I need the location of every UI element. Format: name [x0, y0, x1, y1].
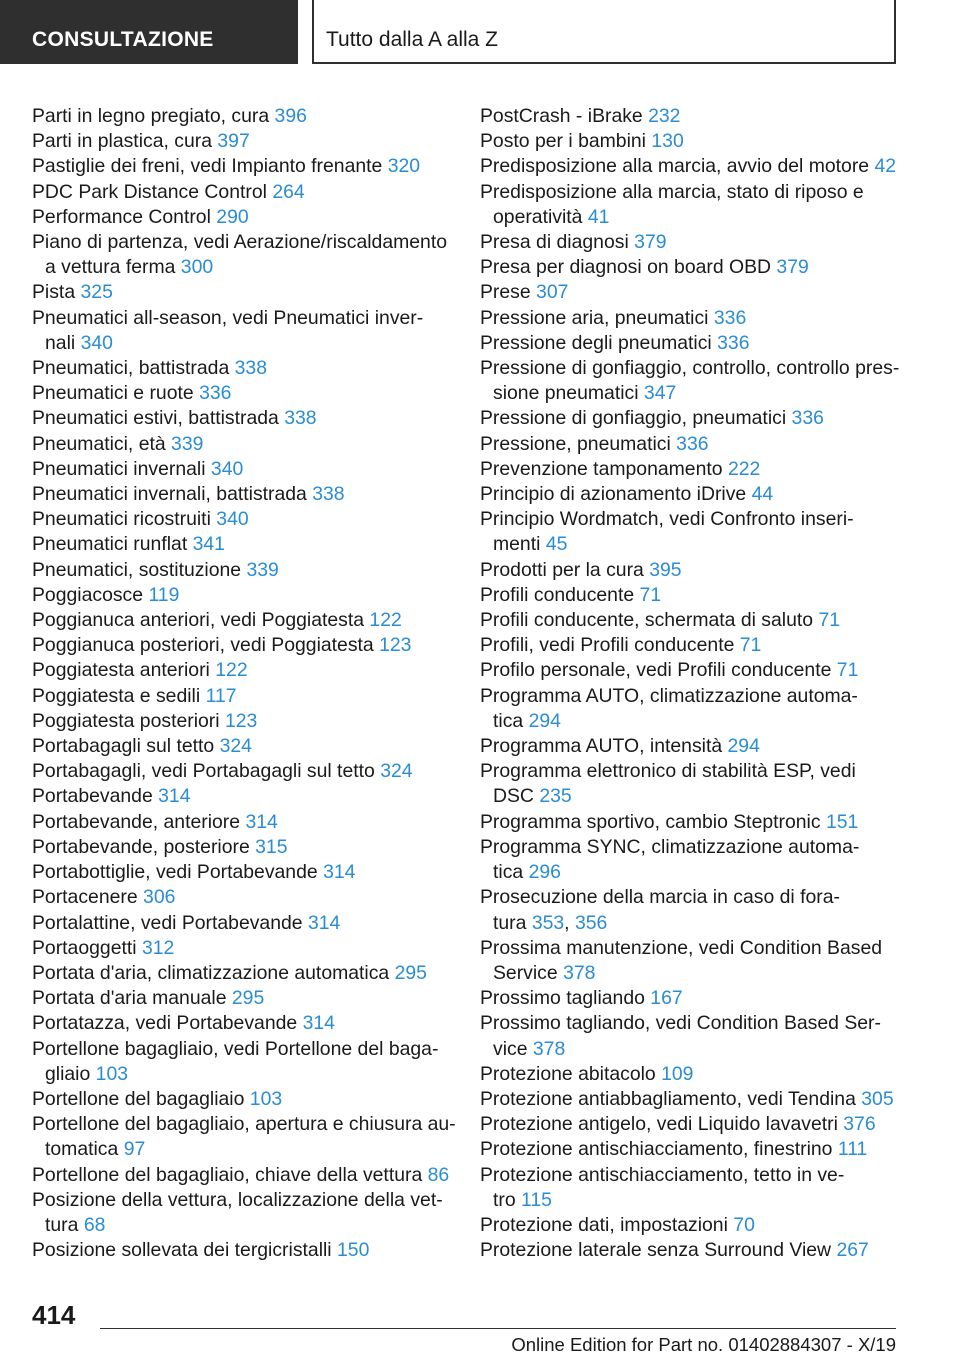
page-link[interactable]: 306	[143, 886, 176, 909]
entry-text: Prodotti per la cura	[480, 558, 644, 581]
index-entry	[480, 1213, 900, 1238]
page-link[interactable]: 71	[639, 583, 662, 606]
entry-text: Predisposizione alla marcia, stato di riposo e	[480, 180, 864, 203]
entry-text: Portabevande, posteriore	[32, 835, 250, 858]
entry-text: Portata d'aria, climatizzazione automatica	[32, 961, 390, 984]
page-link[interactable]: 44	[751, 483, 774, 506]
index-entry	[480, 608, 900, 633]
index-entry	[32, 911, 452, 936]
index-entry	[32, 1238, 452, 1263]
index-entry	[480, 1087, 900, 1112]
entry-text: Protezione antischiacciamento, finestrino	[480, 1138, 833, 1161]
page-link[interactable]: 341	[192, 533, 225, 556]
entry-text: tro	[493, 1188, 516, 1211]
page-link[interactable]: 338	[234, 357, 267, 380]
chapter-title: Tutto dalla A alla Z	[326, 28, 498, 51]
index-entry	[32, 1163, 452, 1188]
entry-text: Prossimo tagliando, vedi Condition Based Ser-	[480, 1012, 881, 1035]
page-link[interactable]: 296	[528, 861, 561, 884]
entry-text: Poggianuca anteriori, vedi Poggiatesta	[32, 609, 365, 632]
page-link[interactable]: 336	[713, 306, 747, 329]
entry-text: vice	[493, 1037, 528, 1060]
entry-text: Prossimo tagliando	[480, 987, 645, 1010]
entry-text: DSC	[493, 785, 534, 808]
entry-text: Portellone del bagagliaio	[32, 1087, 245, 1110]
page-link[interactable]: 324	[380, 760, 413, 783]
page-link[interactable]: 396	[274, 105, 307, 127]
entry-text: Pneumatici all-season, vedi Pneumatici inver-	[32, 306, 424, 329]
chapter-header	[312, 0, 896, 64]
page-link[interactable]: 267	[836, 1239, 869, 1262]
index-entry	[32, 230, 452, 280]
index-entry	[32, 633, 452, 658]
index-entry	[32, 129, 452, 154]
index-entry	[480, 759, 900, 809]
index-entry	[32, 961, 452, 986]
index-entry	[32, 684, 452, 709]
index-entry	[480, 306, 900, 331]
entry-text: Programma AUTO, intensità	[480, 735, 723, 758]
entry-text: Portalattine, vedi Portabevande	[32, 911, 303, 934]
index-entry	[32, 885, 452, 910]
page-link[interactable]: 97	[123, 1138, 146, 1161]
entry-text: Pneumatici, età	[32, 432, 166, 455]
page-link[interactable]: 378	[563, 961, 596, 984]
page-link[interactable]: 347	[643, 382, 677, 405]
index-entry	[32, 205, 452, 230]
page-link[interactable]: 103	[249, 1087, 283, 1110]
entry-text: Portacenere	[32, 886, 138, 909]
index-entry	[32, 1037, 452, 1087]
entry-text: Pneumatici estivi, battistrada	[32, 407, 279, 430]
entry-text: Pneumatici e ruote	[32, 382, 194, 405]
entry-text: Protezione abitacolo	[480, 1062, 656, 1085]
index-column-right	[480, 104, 900, 1263]
index-entry	[480, 810, 900, 835]
entry-text: Principio di azionamento iDrive	[480, 483, 747, 506]
page-link[interactable]: 115	[521, 1188, 552, 1211]
index-entry	[480, 280, 900, 305]
page-link[interactable]: 339	[171, 432, 204, 455]
page-link[interactable]: 314	[302, 1012, 335, 1035]
index-entry	[32, 532, 452, 557]
entry-text: sione pneumatici	[493, 382, 639, 405]
entry-text: PostCrash - iBrake	[480, 105, 643, 127]
index-entry	[32, 381, 452, 406]
index-entry	[32, 482, 452, 507]
entry-text: tomatica	[45, 1138, 119, 1161]
entry-text: Protezione antiabbagliamento, vedi Tendina	[480, 1087, 856, 1110]
page-link[interactable]: 356	[574, 911, 608, 934]
index-entry	[32, 180, 452, 205]
index-entry	[32, 154, 452, 179]
entry-text: Poggiatesta posteriori	[32, 709, 220, 732]
entry-text: Profili, vedi Profili conducente	[480, 634, 735, 657]
page-link[interactable]: 122	[369, 609, 402, 632]
entry-text: a vettura ferma	[45, 256, 176, 279]
entry-text: Portabagagli sul tetto	[32, 735, 215, 758]
page-link[interactable]: 307	[536, 281, 569, 304]
section-title: CONSULTAZIONE	[32, 28, 214, 51]
entry-text: Poggiacosce	[32, 583, 144, 606]
entry-text: menti	[493, 533, 541, 556]
entry-text: tura	[45, 1213, 79, 1236]
page-link[interactable]: 117	[205, 684, 237, 707]
index-entry	[32, 1011, 452, 1036]
entry-text: Predisposizione alla marcia, avvio del motore	[480, 155, 870, 178]
footer-divider	[100, 1328, 896, 1329]
index-entry	[32, 306, 452, 356]
index-entry	[480, 154, 900, 179]
entry-text: Protezione dati, impostazioni	[480, 1213, 728, 1236]
index-column-left	[32, 104, 456, 1263]
entry-text: Piano di partenza, vedi Aerazione/riscaldamento	[32, 231, 447, 254]
entry-text: Portaoggetti	[32, 936, 137, 959]
index-entry	[480, 734, 900, 759]
index-entry	[32, 507, 452, 532]
page-link[interactable]: 151	[825, 810, 859, 833]
page-link[interactable]: 338	[284, 407, 317, 430]
index-entry	[480, 1062, 900, 1087]
entry-text: Poggiatesta e sedili	[32, 684, 201, 707]
entry-text: PDC Park Distance Control	[32, 180, 267, 203]
page-link[interactable]: 122	[215, 659, 248, 682]
page-link[interactable]: 340	[80, 331, 113, 354]
page-link[interactable]: 130	[651, 130, 684, 153]
entry-text: Programma SYNC, climatizzazione automa-	[480, 835, 860, 858]
entry-text: Programma elettronico di stabilità ESP, vedi	[480, 760, 856, 783]
page-link[interactable]: 42	[874, 155, 897, 178]
page-link[interactable]: 315	[255, 835, 288, 858]
page-link[interactable]: 336	[199, 382, 232, 405]
entry-text: Posizione della vettura, localizzazione della vet-	[32, 1188, 443, 1211]
entry-text: Portellone del bagagliaio, chiave della vettura	[32, 1163, 423, 1186]
index-entry	[480, 986, 900, 1011]
page-link[interactable]: 71	[836, 659, 859, 682]
index-entry	[32, 356, 452, 381]
entry-text: Portabagagli, vedi Portabagagli sul tetto	[32, 760, 375, 783]
index-entry	[480, 356, 900, 406]
index-entry	[480, 507, 900, 557]
entry-text: Principio Wordmatch, vedi Confronto inseri-	[480, 508, 854, 531]
index-entry	[480, 633, 900, 658]
index-entry	[480, 1163, 900, 1213]
entry-text: Portellone del bagagliaio, apertura e chiusura au-	[32, 1113, 456, 1136]
index-entry	[480, 482, 900, 507]
index-entry	[480, 104, 900, 129]
index-entry	[32, 709, 452, 734]
entry-text: Prevenzione tamponamento	[480, 457, 723, 480]
entry-text: Programma AUTO, climatizzazione automa-	[480, 684, 858, 707]
entry-text: Poggiatesta anteriori	[32, 659, 210, 682]
entry-text: tica	[493, 709, 524, 732]
page-link[interactable]: 336	[676, 432, 709, 455]
entry-text: Pastiglie dei freni, vedi Impianto frenante	[32, 155, 383, 178]
index-entry	[32, 734, 452, 759]
page-link[interactable]: 111	[837, 1138, 868, 1161]
index-entry	[480, 180, 900, 230]
index-entry	[32, 457, 452, 482]
entry-text: Pneumatici, sostituzione	[32, 558, 242, 581]
page-link[interactable]: 222	[727, 457, 761, 480]
entry-text: Profilo personale, vedi Profili conducente	[480, 659, 832, 682]
page-link[interactable]: 353	[531, 911, 565, 934]
index-entry	[32, 936, 452, 961]
page-link[interactable]: 235	[539, 785, 572, 808]
index-entry	[480, 835, 900, 885]
index-entry	[32, 1112, 456, 1162]
index-entry	[32, 986, 452, 1011]
entry-text: Portatazza, vedi Portabevande	[32, 1012, 298, 1035]
entry-text: Posizione sollevata dei tergicristalli	[32, 1239, 332, 1262]
entry-text: Posto per i bambini	[480, 130, 646, 153]
entry-text: Parti in plastica, cura	[32, 130, 212, 153]
index-entry	[32, 1188, 452, 1238]
index-entry	[480, 684, 900, 734]
page-link[interactable]: 41	[587, 205, 610, 228]
page-link[interactable]: 376	[843, 1113, 876, 1136]
footer-edition: Online Edition for Part no. 01402884307 - X/19	[511, 1334, 896, 1355]
page-link[interactable]: 314	[158, 785, 191, 808]
index-entry	[480, 406, 900, 431]
index-entry	[480, 1011, 900, 1061]
page-link[interactable]: 395	[649, 558, 682, 581]
index-entry	[32, 558, 452, 583]
index-entry	[32, 280, 452, 305]
entry-text: Poggianuca posteriori, vedi Poggiatesta	[32, 634, 374, 657]
index-entry	[32, 406, 452, 431]
page-link[interactable]: 295	[231, 987, 265, 1010]
entry-text: Portabottiglie, vedi Portabevande	[32, 861, 318, 884]
index-entry	[480, 936, 900, 986]
section-tab	[0, 0, 298, 64]
entry-text: Prese	[480, 281, 531, 304]
entry-text: Parti in legno pregiato, cura	[32, 105, 270, 127]
entry-text: Presa di diagnosi	[480, 231, 629, 254]
index-entry: Prosecuzione della marcia in caso di fora- tura 353, 356	[480, 886, 840, 934]
page-link[interactable]: 336	[791, 407, 824, 430]
entry-text: Pneumatici runflat	[32, 533, 188, 556]
page-link[interactable]: 314	[307, 911, 341, 934]
entry-text: operatività	[493, 205, 583, 228]
entry-text: gliaio	[45, 1062, 91, 1085]
page-link[interactable]: 338	[312, 483, 345, 506]
entry-text: Pneumatici, battistrada	[32, 357, 230, 380]
index-entry	[480, 1112, 900, 1137]
page-link[interactable]: 379	[634, 231, 667, 254]
index-entry	[32, 432, 452, 457]
page-link[interactable]: 109	[661, 1062, 694, 1085]
page-link[interactable]: 45	[545, 533, 568, 556]
entry-text: Programma sportivo, cambio Steptronic	[480, 810, 821, 833]
page-link[interactable]: 70	[733, 1213, 755, 1236]
entry-text: Pressione degli pneumatici	[480, 331, 712, 354]
entry-text: tica	[493, 861, 524, 884]
index-entry	[480, 658, 900, 683]
index-entry	[32, 860, 452, 885]
index-entry	[480, 457, 900, 482]
page-link[interactable]: 294	[727, 735, 760, 758]
page-link[interactable]: 71	[818, 609, 841, 632]
page-link[interactable]: 232	[648, 105, 681, 127]
page-link[interactable]: 295	[394, 961, 427, 984]
entry-text: Pneumatici ricostruiti	[32, 508, 211, 531]
entry-text: Portellone bagagliaio, vedi Portellone del baga-	[32, 1037, 439, 1060]
page-link[interactable]: 290	[216, 205, 249, 228]
entry-text: tura	[493, 911, 527, 934]
index-entry	[480, 1238, 900, 1263]
page-link[interactable]: 336	[717, 331, 750, 354]
index-entry	[480, 558, 900, 583]
index-entry	[480, 230, 900, 255]
page-link[interactable]: 123	[224, 709, 258, 732]
index-entry	[32, 583, 452, 608]
entry-text: Performance Control	[32, 205, 211, 228]
entry-text: Portabevande	[32, 785, 153, 808]
entry-text: Service	[493, 961, 558, 984]
page-link[interactable]: 300	[180, 256, 214, 279]
page-link[interactable]: 167	[650, 987, 683, 1010]
page-link[interactable]: 86	[427, 1163, 450, 1186]
entry-text: Pneumatici invernali	[32, 457, 206, 480]
page-number: 414	[32, 1300, 76, 1330]
index-entry	[32, 784, 452, 809]
entry-text: Pneumatici invernali, battistrada	[32, 483, 307, 506]
page-link[interactable]: 123	[379, 634, 412, 657]
page-link[interactable]: 103	[95, 1062, 129, 1085]
page-link[interactable]: 119	[148, 583, 180, 606]
index-entry	[32, 658, 452, 683]
index-entry	[32, 810, 452, 835]
entry-text: Pressione, pneumatici	[480, 432, 671, 455]
index-entry	[480, 432, 900, 457]
entry-text: Pressione di gonfiaggio, pneumatici	[480, 407, 787, 430]
page-link[interactable]: 339	[246, 558, 279, 581]
entry-text: Pista	[32, 281, 76, 304]
page-link[interactable]: 150	[337, 1239, 370, 1262]
page-link[interactable]: 71	[739, 634, 762, 657]
page-link[interactable]: 320	[387, 155, 421, 178]
page-link[interactable]: 312	[141, 936, 175, 959]
page-link[interactable]: 324	[219, 735, 252, 758]
entry-text: Prosecuzione della marcia in caso di fora-	[480, 886, 840, 909]
entry-text: Profili conducente, schermata di saluto	[480, 609, 814, 632]
page-link[interactable]: 325	[80, 281, 113, 304]
page-link[interactable]: 305	[861, 1087, 894, 1110]
entry-text: nali	[45, 331, 76, 354]
page-link[interactable]: 294	[528, 709, 561, 732]
index-entry	[32, 759, 452, 784]
page-link[interactable]: 314	[245, 810, 278, 833]
index-entry	[32, 608, 452, 633]
entry-text: Protezione antischiacciamento, tetto in ve-	[480, 1163, 845, 1186]
index-entry	[32, 835, 452, 860]
page-link[interactable]: 314	[323, 861, 356, 884]
entry-text: Pressione aria, pneumatici	[480, 306, 709, 329]
page-link[interactable]: 68	[83, 1213, 106, 1236]
index-entry	[480, 129, 900, 154]
page-link[interactable]: 340	[216, 508, 249, 531]
index-entry	[32, 1087, 452, 1112]
page-link[interactable]: 340	[210, 457, 244, 480]
index-entry	[480, 331, 900, 356]
index-entry	[480, 255, 900, 280]
entry-text: Pressione di gonfiaggio, controllo, controllo pres-	[480, 357, 900, 380]
entry-text: Portabevande, anteriore	[32, 810, 241, 833]
entry-text: Profili conducente	[480, 583, 635, 606]
page-link[interactable]: 378	[532, 1037, 566, 1060]
index-entry	[480, 583, 900, 608]
page-link[interactable]: 379	[776, 256, 809, 279]
index-entry	[32, 104, 452, 129]
page-link[interactable]: 264	[272, 180, 305, 203]
entry-text: Protezione laterale senza Surround View	[480, 1239, 832, 1262]
entry-text: Prossima manutenzione, vedi Condition Based	[480, 936, 883, 959]
entry-text: Presa per diagnosi on board OBD	[480, 256, 772, 279]
entry-text: Portata d'aria manuale	[32, 987, 227, 1010]
index-entry	[480, 1137, 900, 1162]
entry-text: Protezione antigelo, vedi Liquido lavavetri	[480, 1113, 838, 1136]
page-link[interactable]: 397	[217, 130, 250, 153]
